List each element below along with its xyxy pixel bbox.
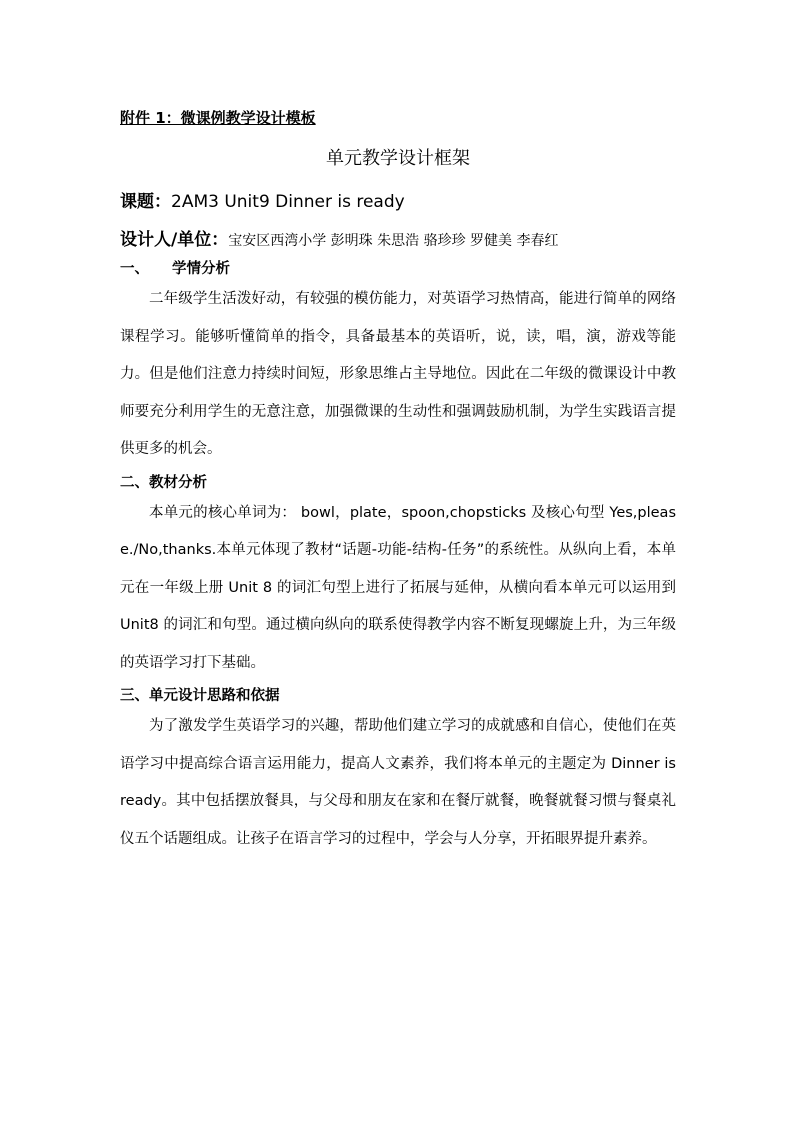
document-body xyxy=(120,104,676,858)
section-title: 教材分析 xyxy=(149,474,207,491)
section-design-rationale xyxy=(120,684,676,858)
topic-value: 2AM3 Unit9 Dinner is ready xyxy=(171,192,405,212)
author-line xyxy=(120,226,676,255)
section-number: 二、 xyxy=(120,474,149,491)
section-paragraph: 二年级学生活泼好动，有较强的模仿能力，对英语学习热情高，能进行简单的网络课程学习。能够听懂简单的指令，具备最基本的英语听，说，读，唱，演，游戏等能力。但是他们注意力持续时间短，形象思维占主导地位。因此在二年级的微课设计中教师要充分利用学生的无意注意，加强微课的生动性和强调鼓励机制，为学生实践语言提供更多的机会。 xyxy=(120,291,676,457)
section-title: 学情分析 xyxy=(172,261,230,277)
section-heading xyxy=(120,684,676,708)
section-textbook-analysis xyxy=(120,471,676,683)
section-heading xyxy=(120,471,676,495)
topic-label: 课题： xyxy=(120,192,171,212)
author-label: 设计人/单位： xyxy=(120,230,229,250)
author-value: 宝安区西湾小学 彭明珠 朱思浩 骆珍珍 罗健美 李春红 xyxy=(228,233,559,249)
document-title: 单元教学设计框架 xyxy=(326,148,470,169)
attachment-heading: 附件 1：微课例教学设计模板 xyxy=(120,109,316,127)
section-title: 单元设计思路和依据 xyxy=(149,688,280,704)
section-paragraph: 本单元的核心单词为： bowl，plate，spoon,chopsticks 及核心句型 Yes,please./No,thanks.本单元体现了教材“话题-功能-结构-任务”的系统性。从纵向上看，本单元在一年级上册 Unit 8 的词汇句型上进行了拓展与延伸，从横向看本单元可以运用到 Unit8 的词汇和句型。通过横向纵向的联系使得教学内容不断复现螺旋上升，为三年级的英语学习打下基础。 xyxy=(120,504,676,671)
section-heading xyxy=(120,257,676,281)
section-learner-analysis xyxy=(120,257,676,469)
section-number: 三、 xyxy=(120,688,149,704)
topic-line xyxy=(120,188,676,216)
section-paragraph: 为了激发学生英语学习的兴趣，帮助他们建立学习的成就感和自信心，使他们在英语学习中提高综合语言运用能力，提高人文素养，我们将本单元的主题定为 Dinner is ready。其中包括摆放餐具，与父母和朋友在家和在餐厅就餐，晚餐就餐习惯与餐桌礼仪五个话题组成。让孩子在语言学习的过程中，学会与人分享，开拓眼界提升素养。 xyxy=(120,718,676,847)
section-number: 一、 xyxy=(120,261,149,277)
